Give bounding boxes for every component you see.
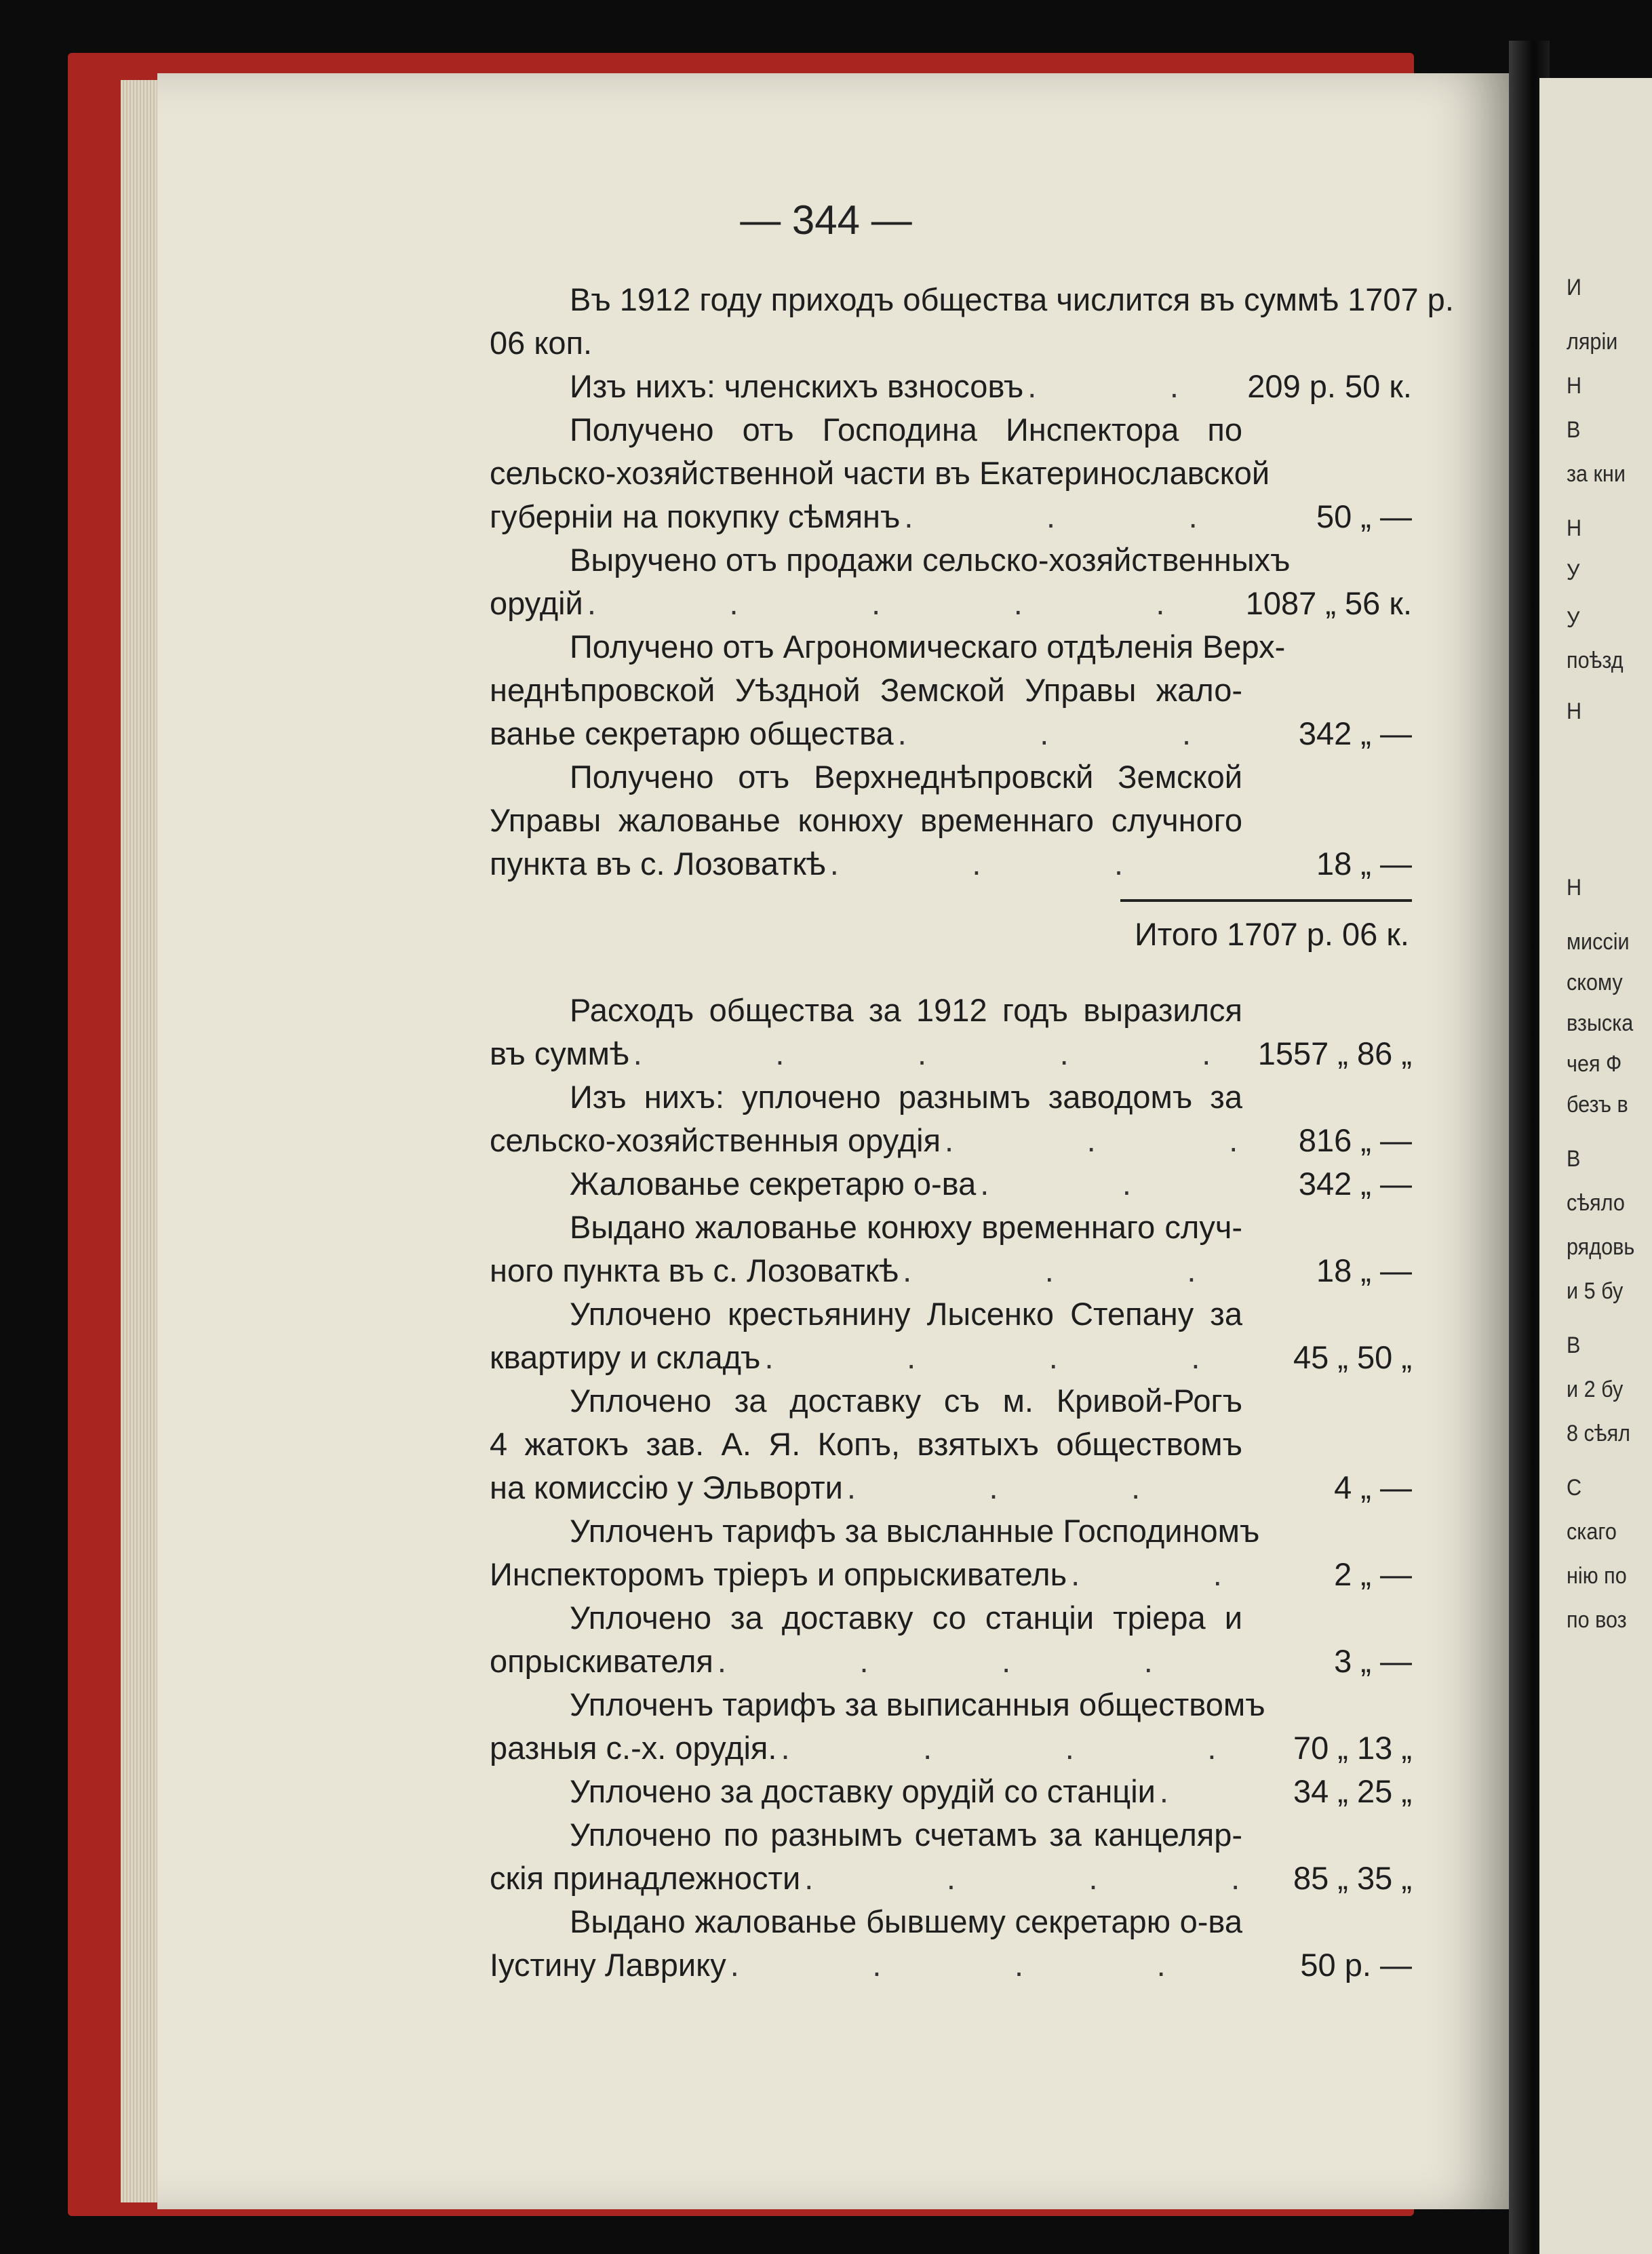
right-page-fragment: поѣзд [1567,648,1624,673]
dot-leader [830,842,1238,886]
right-page-fragment: Н [1567,373,1582,399]
expense-entry-final-line [490,1553,1412,1596]
income-entry-line: Получено отъ Агрономическаго отдѣленія Верх- [570,629,1286,665]
income-total: Итого 1707 р. 06 к. [1134,916,1409,952]
income-entry-amount: 50 „ — [1316,498,1412,534]
expense-entry [490,1900,1412,1987]
income-entry-final-line [490,712,1412,755]
income-entry [490,408,1412,538]
right-page-fragment: В [1567,417,1581,443]
income-entry-final-line [490,842,1412,886]
expense-entry-amount: 3 „ — [1334,1643,1412,1679]
expense-entry-line: Уплочено крестьянину Лысенко Степану за [570,1296,1242,1332]
expense-entry-text: Уплочено за доставку орудій со станціи [570,1773,1156,1809]
dot-leader [1027,365,1238,408]
expense-items [490,989,1412,1987]
right-page [1539,78,1652,2254]
dot-leader [847,1466,1238,1509]
right-page-fragment: за кни [1567,461,1626,487]
dot-leader [781,1726,1238,1770]
expense-entry-text: на комиссію у Эльворти [490,1469,843,1505]
expense-entry [490,1075,1412,1162]
income-entry-text: Изъ нихъ: членскихъ взносовъ [570,368,1024,404]
income-entry-line: Получено отъ Господина Инспектора по [570,412,1242,448]
expense-entry-text: квартиру и складъ [490,1339,761,1375]
expense-entry-amount: 2 „ — [1334,1556,1412,1592]
right-page-fragment: чея Ф [1567,1051,1622,1077]
expense-entry [490,1292,1412,1379]
dot-leader [898,712,1238,755]
expense-entry-text: разныя с.-х. орудія. [490,1730,777,1766]
expense-entry-amount: 45 „ 50 „ [1293,1339,1412,1375]
right-page-fragment: взыска [1567,1010,1634,1036]
right-page-fragment: У [1567,607,1580,633]
expense-entry-amount: 342 „ — [1298,1166,1412,1202]
dot-leader [945,1119,1238,1162]
right-page-fragment: В [1567,1146,1581,1172]
right-page-fragment: Н [1567,515,1582,541]
dot-leader [904,495,1238,538]
dot-leader [1160,1770,1238,1813]
expense-entry-final-line [490,1943,1412,1987]
expense-entry-final-line [490,1162,1412,1206]
expense-entry-text: сельско-хозяйственныя орудія [490,1122,941,1158]
expense-entry-final-line [490,1249,1412,1292]
right-page-fragment: по воз [1567,1607,1627,1633]
income-entry-amount: 18 „ — [1316,846,1412,882]
income-entry-line: неднѣпровской Уѣздной Земской Управы жало- [490,672,1242,708]
expense-entry-line: Уплочено по разнымъ счетамъ за канцеляр- [570,1817,1242,1853]
expense-entry-final-line [490,1640,1412,1683]
income-entry [490,538,1412,625]
income-entry-amount: 342 „ — [1298,715,1412,751]
income-entry-amount: 1087 „ 56 к. [1245,585,1412,621]
expense-entry-text: опрыскивателя [490,1643,713,1679]
income-entry-line: сельско-хозяйственной части въ Екатеринославской [490,455,1270,491]
expense-entry-amount: 85 „ 35 „ [1293,1860,1412,1896]
right-page-fragment: У [1567,559,1580,585]
expense-entry [490,1509,1412,1596]
dot-leader [980,1162,1238,1206]
expense-entry-line: Расходъ общества за 1912 годъ выразился [570,992,1242,1028]
expense-entry [490,1683,1412,1770]
expense-entry [490,1206,1412,1292]
page-edges [121,80,161,2202]
expense-entry-amount: 70 „ 13 „ [1293,1730,1412,1766]
income-items [490,365,1412,886]
right-page-fragment: безъ в [1567,1092,1628,1118]
right-page-fragment: ляріи [1567,329,1618,355]
expense-entry-text: ного пункта въ с. Лозоваткѣ [490,1252,899,1288]
dot-leader [903,1249,1238,1292]
income-intro-line: Въ 1912 году приходъ общества числится въ суммѣ 1707 р. [570,281,1454,317]
expense-entry-line: Уплоченъ тарифъ за высланные Господиномъ [570,1513,1260,1549]
right-page-fragment: сѣяло [1567,1190,1625,1216]
expense-entry [490,989,1412,1075]
dot-leader [587,582,1238,625]
right-page-fragment: и 5 бу [1567,1278,1624,1304]
dot-leader [633,1032,1238,1075]
expense-entry-text: Жалованье секретарю о-ва [570,1166,977,1202]
dot-leader [717,1640,1238,1683]
dot-leader [764,1336,1238,1379]
income-entry-amount: 209 р. 50 к. [1247,368,1412,404]
income-entry [490,755,1412,886]
expense-entry-final-line [490,1466,1412,1509]
section-gap [490,956,1412,989]
right-page-fragment: В [1567,1332,1581,1358]
total-rule [1120,899,1412,902]
dot-leader [730,1943,1238,1987]
expense-entry-text: Инспекторомъ тріеръ и опрыскиватель [490,1556,1067,1592]
expense-entry-amount: 4 „ — [1334,1469,1412,1505]
expense-entry-line: 4 жатокъ зав. А. Я. Копъ, взятыхъ обществомъ [490,1426,1242,1462]
expense-entry-amount: 1557 „ 86 „ [1257,1035,1412,1071]
income-entry-text: пункта въ с. Лозоваткѣ [490,846,826,882]
expense-entry-final-line [490,1726,1412,1770]
right-page-fragment: 8 сѣял [1567,1421,1631,1446]
right-page-fragment: миссіи [1567,929,1630,955]
expense-entry-line: Выдано жалованье бывшему секретарю о-ва [570,1903,1242,1939]
expense-entry-text: скія принадлежности [490,1860,801,1896]
income-entry-text: орудій [490,585,583,621]
right-page-fragment: Н [1567,875,1582,901]
expense-entry-line: Выдано жалованье конюху временнаго случ- [570,1209,1242,1245]
expense-entry-line: Уплочено за доставку съ м. Кривой-Рогъ [570,1383,1242,1419]
right-page-fragment: Н [1567,698,1582,724]
expense-entry-text: Іустину Лаврику [490,1947,726,1983]
income-intro-line: 06 коп. [490,325,593,361]
expense-entry-final-line [490,1770,1412,1813]
expense-entry [490,1379,1412,1509]
income-entry-text: губерніи на покупку сѣмянъ [490,498,901,534]
income-entry-text: ванье секретарю общества [490,715,894,751]
expense-entry [490,1813,1412,1900]
right-page-fragment: И [1567,275,1581,300]
expense-entry-final-line [490,1119,1412,1162]
income-intro [490,278,1454,365]
right-page-fragment: нію по [1567,1563,1627,1589]
dot-leader [1071,1553,1238,1596]
expense-entry-line: Уплоченъ тарифъ за выписанныя обществомъ [570,1686,1265,1722]
income-entry [490,625,1412,755]
expense-entry [490,1162,1412,1206]
income-entry-line: Выручено отъ продажи сельско-хозяйственныхъ [570,542,1291,578]
right-page-fragment: С [1567,1475,1582,1501]
income-entry-final-line [490,582,1412,625]
expense-entry-line: Уплочено за доставку со станціи тріера и [570,1600,1242,1636]
expense-entry-text: въ суммѣ [490,1035,629,1071]
income-entry [490,365,1412,408]
expense-entry-line: Изъ нихъ: уплочено разнымъ заводомъ за [570,1079,1242,1115]
expense-entry-amount: 34 „ 25 „ [1293,1773,1412,1809]
right-page-fragment: и 2 бу [1567,1377,1624,1402]
expense-entry-final-line [490,1336,1412,1379]
text-column [490,278,1454,1987]
income-entry-line: Получено отъ Верхнеднѣпровскй Земской [570,759,1242,795]
income-entry-line: Управы жалованье конюху временнаго случного [490,802,1242,838]
expense-entry-final-line [490,1857,1412,1900]
right-page-fragment: скаго [1567,1519,1617,1545]
expense-entry-amount: 816 „ — [1298,1122,1412,1158]
expense-entry [490,1596,1412,1683]
right-page-fragment: скому [1567,970,1623,995]
expense-entry-amount: 18 „ — [1316,1252,1412,1288]
page-number: — 344 — [740,197,912,243]
right-page-fragment: рядовь [1567,1234,1635,1260]
dot-leader [804,1857,1238,1900]
income-entry-final-line [490,495,1412,538]
expense-entry [490,1770,1412,1813]
expense-entry-amount: 50 р. — [1300,1947,1412,1983]
expense-entry-final-line [490,1032,1412,1075]
income-entry-final-line [490,365,1412,408]
